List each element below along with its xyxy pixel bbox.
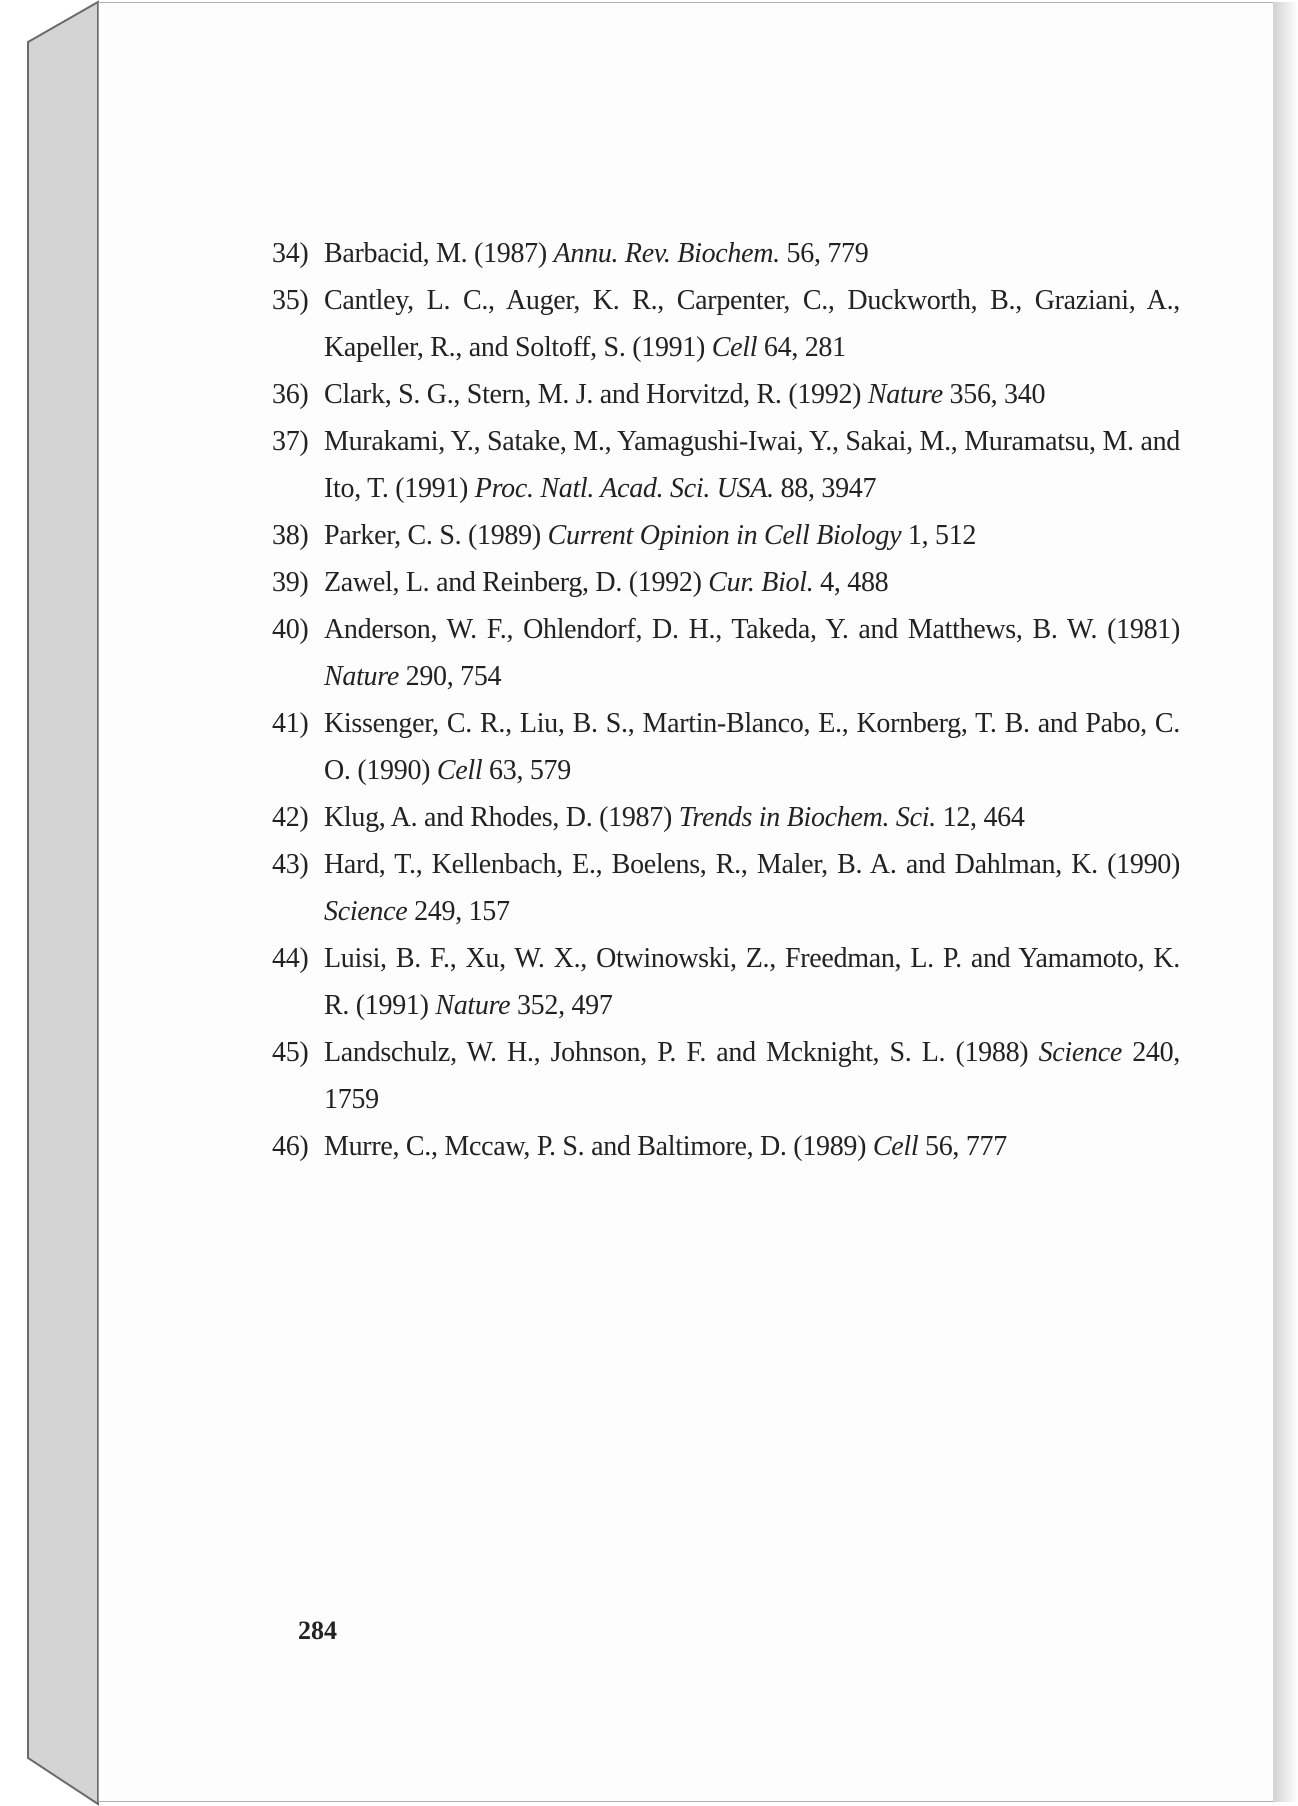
reference-text (324, 614, 1180, 692)
reference-item (272, 700, 1180, 794)
reference-segment: 56, 777 (918, 1131, 1007, 1162)
reference-item (272, 277, 1180, 371)
reference-item (272, 1123, 1180, 1170)
reference-text (324, 943, 1180, 1021)
reference-number: 37) (272, 426, 309, 457)
reference-segment: Parker, C. S. (1989) (324, 520, 548, 551)
reference-text (324, 802, 1025, 833)
reference-number: 42) (272, 802, 309, 833)
reference-text (324, 1131, 1007, 1162)
reference-segment: 290, 754 (398, 661, 502, 692)
reference-number: 41) (272, 708, 309, 739)
reference-segment: 88, 3947 (773, 473, 877, 504)
reference-segment: Anderson, W. F., Ohlendorf, D. H., Takeda, Y. and Matthews, B. W. (1981) (324, 614, 1180, 645)
reference-segment: Cantley, L. C., Auger, K. R., Carpenter, C., Duckworth, B., Graziani, A., Kapeller, R., and Soltoff, S. (1991) (324, 285, 1180, 363)
reference-segment: Kissenger, C. R., Liu, B. S., Martin-Blanco, E., Kornberg, T. B. and Pabo, C. O. (1990) (324, 708, 1180, 786)
reference-text (324, 379, 1045, 410)
reference-text (324, 708, 1180, 786)
reference-text (324, 567, 888, 598)
journal-name: Annu. Rev. Biochem. (553, 238, 780, 269)
journal-name: Science (324, 896, 408, 927)
reference-item (272, 606, 1180, 700)
reference-segment: 63, 579 (482, 755, 571, 786)
reference-item (272, 512, 1180, 559)
reference-segment: 249, 157 (407, 896, 510, 927)
reference-number: 43) (272, 849, 309, 880)
reference-item (272, 841, 1180, 935)
reference-text (324, 238, 868, 269)
page-number: 284 (298, 1616, 337, 1645)
reference-segment: Luisi, B. F., Xu, W. X., Otwinowski, Z., Freedman, L. P. and Yamamoto, K. R. (1991) (324, 943, 1180, 1021)
reference-text (324, 285, 1180, 363)
journal-name: Cell (872, 1131, 919, 1162)
journal-name: Science (1038, 1037, 1122, 1068)
reference-item (272, 1029, 1180, 1123)
reference-number: 34) (272, 238, 309, 269)
reference-segment: 356, 340 (942, 379, 1046, 410)
reference-number: 45) (272, 1037, 309, 1068)
journal-name: Nature (867, 379, 943, 410)
reference-segment: Hard, T., Kellenbach, E., Boelens, R., Maler, B. A. and Dahlman, K. (1990) (324, 849, 1180, 880)
journal-name: Cell (436, 755, 483, 786)
journal-name: Proc. Natl. Acad. Sci. USA. (474, 473, 774, 504)
reference-number: 36) (272, 379, 309, 410)
journal-name: Current Opinion in Cell Biology (547, 520, 902, 551)
reference-number: 35) (272, 285, 309, 316)
reference-item (272, 371, 1180, 418)
journal-name: Nature (435, 990, 511, 1021)
reference-text (324, 849, 1180, 927)
reference-number: 46) (272, 1131, 309, 1162)
reference-segment: Murre, C., Mccaw, P. S. and Baltimore, D. (1989) (324, 1131, 873, 1162)
reference-number: 38) (272, 520, 309, 551)
reference-segment: 12, 464 (935, 802, 1025, 833)
reference-segment: 4, 488 (813, 567, 889, 598)
reference-number: 44) (272, 943, 309, 974)
reference-list (272, 230, 1180, 1170)
reference-item (272, 794, 1180, 841)
reference-item (272, 559, 1180, 606)
reference-segment: Murakami, Y., Satake, M., Yamagushi-Iwai, Y., Sakai, M., Muramatsu, M. and Ito, T. (1991) (324, 426, 1180, 504)
reference-text (324, 426, 1180, 504)
reference-text (324, 1037, 1180, 1115)
reference-segment: Zawel, L. and Reinberg, D. (1992) (324, 567, 709, 598)
reference-segment: 352, 497 (510, 990, 613, 1021)
journal-name: Nature (324, 661, 399, 692)
journal-name: Cur. Biol. (708, 567, 814, 598)
reference-text (324, 520, 976, 551)
journal-name: Trends in Biochem. Sci. (678, 802, 936, 833)
reference-number: 40) (272, 614, 309, 645)
reference-segment: Barbacid, M. (1987) (324, 238, 554, 269)
reference-number: 39) (272, 567, 309, 598)
reference-segment: 56, 779 (779, 238, 869, 269)
reference-item (272, 935, 1180, 1029)
reference-segment: 64, 281 (757, 332, 846, 363)
reference-segment: Klug, A. and Rhodes, D. (1987) (324, 802, 679, 833)
reference-segment: 240, 1759 (324, 1037, 1180, 1115)
reference-segment: 1, 512 (901, 520, 977, 551)
reference-item (272, 418, 1180, 512)
reference-segment: Clark, S. G., Stern, M. J. and Horvitzd, R. (1992) (324, 379, 868, 410)
reference-item (272, 230, 1180, 277)
reference-segment: Landschulz, W. H., Johnson, P. F. and Mcknight, S. L. (1988) (324, 1037, 1039, 1068)
journal-name: Cell (711, 332, 758, 363)
